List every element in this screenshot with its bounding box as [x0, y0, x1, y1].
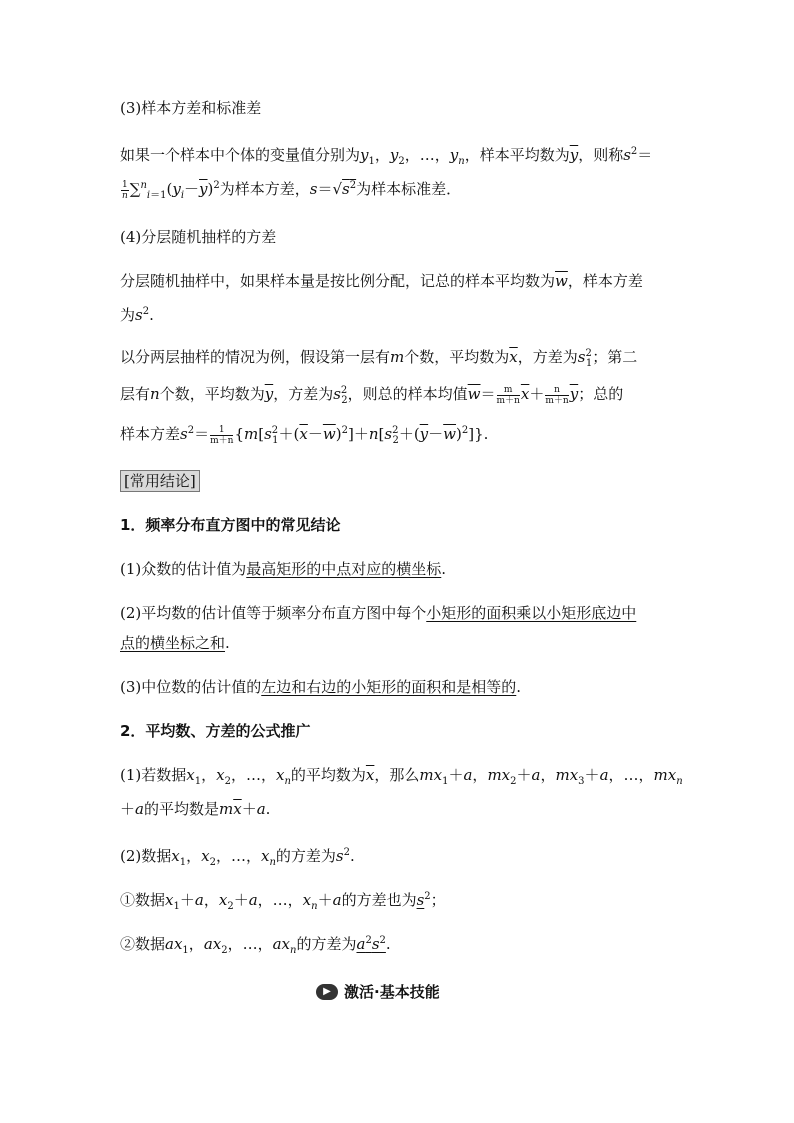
- section-heading-3: (3)样本方差和标准差: [120, 99, 262, 117]
- formula: s: [333, 385, 341, 403]
- text: (2)平均数的估计值等于频率分布直方图中每个: [120, 604, 427, 622]
- text: 个数，平均数为: [404, 348, 510, 366]
- variance-total-formula: $s^2=$ $\frac{1}{m+n}$ $\{m[s^2_1+(\overline{x}-\overline{w})^2]+n[s^2_2+(\overline{y}-\overline{w})^2]\}$.: [180, 424, 489, 446]
- formula: $\overline{x}$: [365, 766, 375, 784]
- text: .: [516, 678, 522, 696]
- conclusion-1-3: [120, 676, 680, 698]
- underlined-text: 点的横坐标之和: [120, 634, 226, 652]
- formula: n: [150, 385, 160, 403]
- mean-formula: $\overline{w}=$ $\frac{m}{m+n}$ $\overline{x}+$ $\frac{n}{m+n}$ $\overline{y}$: [467, 384, 579, 406]
- conclusion-2-1-line2: ＋a的平均数是$m\overline{x}+a$.: [120, 800, 271, 818]
- text: ，样本方差: [567, 272, 643, 290]
- formula: $\overline{x}$: [509, 348, 518, 366]
- text: ，方差为: [273, 385, 334, 403]
- conclusion-2-4: ②数据$ax_1$，$ax_2$，…，$ax_n$的方差为$a^2s^2$.: [120, 935, 391, 956]
- text: 的方差为: [296, 935, 357, 953]
- conclusion-tag-row: [120, 470, 680, 492]
- text: 为样本方差，: [219, 180, 310, 198]
- text: ，则称: [578, 146, 624, 164]
- paragraph-stratified-line1: [120, 270, 680, 292]
- text: 样本方差: [120, 425, 181, 443]
- text: ；第二: [592, 348, 638, 366]
- text: .: [441, 560, 447, 578]
- formula: x: [165, 891, 174, 909]
- formula: m: [218, 800, 234, 818]
- text: ，那么: [374, 766, 420, 784]
- text: (3)中位数的估计值的: [120, 678, 262, 696]
- formula: s: [416, 891, 425, 909]
- conclusion-1-1: [120, 558, 680, 580]
- text: 以分两层抽样的情况为例，假设第一层有: [120, 348, 391, 366]
- text: 层有: [120, 385, 151, 403]
- play-icon: ▶: [316, 984, 338, 1000]
- text: 如果一个样本中个体的变量值分别为: [120, 146, 361, 164]
- formula: $\overline{y}$: [569, 146, 579, 164]
- underlined-text: 最高矩形的中点对应的横坐标: [246, 560, 442, 578]
- text: 分层随机抽样中，如果样本量是按比例分配，记总的样本平均数为: [120, 272, 556, 290]
- text: ②数据: [120, 935, 166, 953]
- formula: x: [171, 847, 180, 865]
- formula: $a^2s^2$: [356, 935, 386, 953]
- std-formula: $s=√s^2$: [309, 180, 357, 198]
- underlined-text: 左边和右边的小矩形的面积和是相等的: [261, 678, 517, 696]
- text: (1)众数的估计值为: [120, 560, 247, 578]
- text: ①数据: [120, 891, 166, 909]
- text: 的平均数为: [290, 766, 366, 784]
- paragraph-two-layer-line1: 以分两层抽样的情况为例，假设第一层有m个数，平均数为$\overline{x}$，方差为$s^2_1$；第二: [120, 348, 638, 369]
- underlined-text: 小矩形的面积乘以小矩形底边中: [426, 604, 637, 622]
- text: 的方差为: [275, 847, 336, 865]
- section-footer: [316, 981, 440, 1002]
- paragraph-two-layer-line2: 层有n个数，平均数为$\overline{y}$，方差为$s^2_2$，则总的样本均值$\overline{w}=$ $\frac{m}{m+n}$ $\overline{x}+$ $\frac{n}{m+n}$ $\overline{y}$；总的: [120, 384, 624, 406]
- formula: $\overline{y}$: [264, 385, 274, 403]
- formula: y: [360, 146, 369, 164]
- text: ，方差为: [517, 348, 578, 366]
- conclusion-2-1-line1: (1)若数据$x_1$，$x_2$，…，$x_n$的平均数为$\overline{x}$，那么$mx_1+a$，$mx_2+a$，$mx_3+a$，…，$mx_n$: [120, 766, 683, 787]
- footer-label: 激活·基本技能: [344, 983, 440, 1001]
- conclusion-2-3: ①数据$x_1+a$，$x_2+a$，…，$x_n+a$的方差也为$s^2$；: [120, 891, 446, 912]
- paragraph-stratified-line2: 为$s^2$.: [120, 306, 154, 324]
- formula: s: [577, 348, 586, 366]
- text: 的方差也为: [341, 891, 417, 909]
- variance-formula: $\frac{1}{n}$ $\sum^n_{i=1}(y_i-\overline{y})^2$: [121, 179, 220, 201]
- text: (2)数据: [120, 847, 172, 865]
- conclusion-2-2: (2)数据$x_1$，$x_2$，…，$x_n$的方差为$s^2$.: [120, 847, 355, 868]
- conclusion-tag: [常用结论]: [120, 470, 200, 492]
- text: 为样本标准差．: [356, 180, 462, 198]
- text: ；总的: [578, 385, 624, 403]
- paragraph-two-layer-line3: [120, 420, 680, 452]
- text: ，则总的样本均值: [347, 385, 468, 403]
- conclusion-1-2-line1: [120, 602, 680, 624]
- formula: m: [390, 348, 405, 366]
- section-heading-4: (4)分层随机抽样的方差: [120, 228, 277, 246]
- paragraph-variance-line1: 如果一个样本中个体的变量值分别为$y_1$，$y_2$，…，$y_n$，样本平均数为$\overline{y}$，则称$s^2=$: [120, 146, 653, 167]
- text: ，样本平均数为: [464, 146, 570, 164]
- conclusion-title-1: 1．频率分布直方图中的常见结论: [120, 516, 341, 534]
- text: (1)若数据: [120, 766, 187, 784]
- formula: mx: [419, 766, 443, 784]
- formula: s: [135, 306, 143, 324]
- text: .: [225, 634, 230, 652]
- conclusion-1-2-line2: [120, 632, 680, 654]
- conclusion-title-2: 2．平均数、方差的公式推广: [120, 722, 311, 740]
- formula: x: [186, 766, 195, 784]
- text: 为: [120, 306, 136, 324]
- text: 的平均数是: [143, 800, 219, 818]
- formula: s: [623, 146, 631, 164]
- text: 个数，平均数为: [159, 385, 265, 403]
- formula: ax: [165, 935, 183, 953]
- formula: $\overline{w}$: [555, 272, 568, 290]
- formula: s: [335, 847, 344, 865]
- paragraph-variance-line2: [120, 175, 680, 207]
